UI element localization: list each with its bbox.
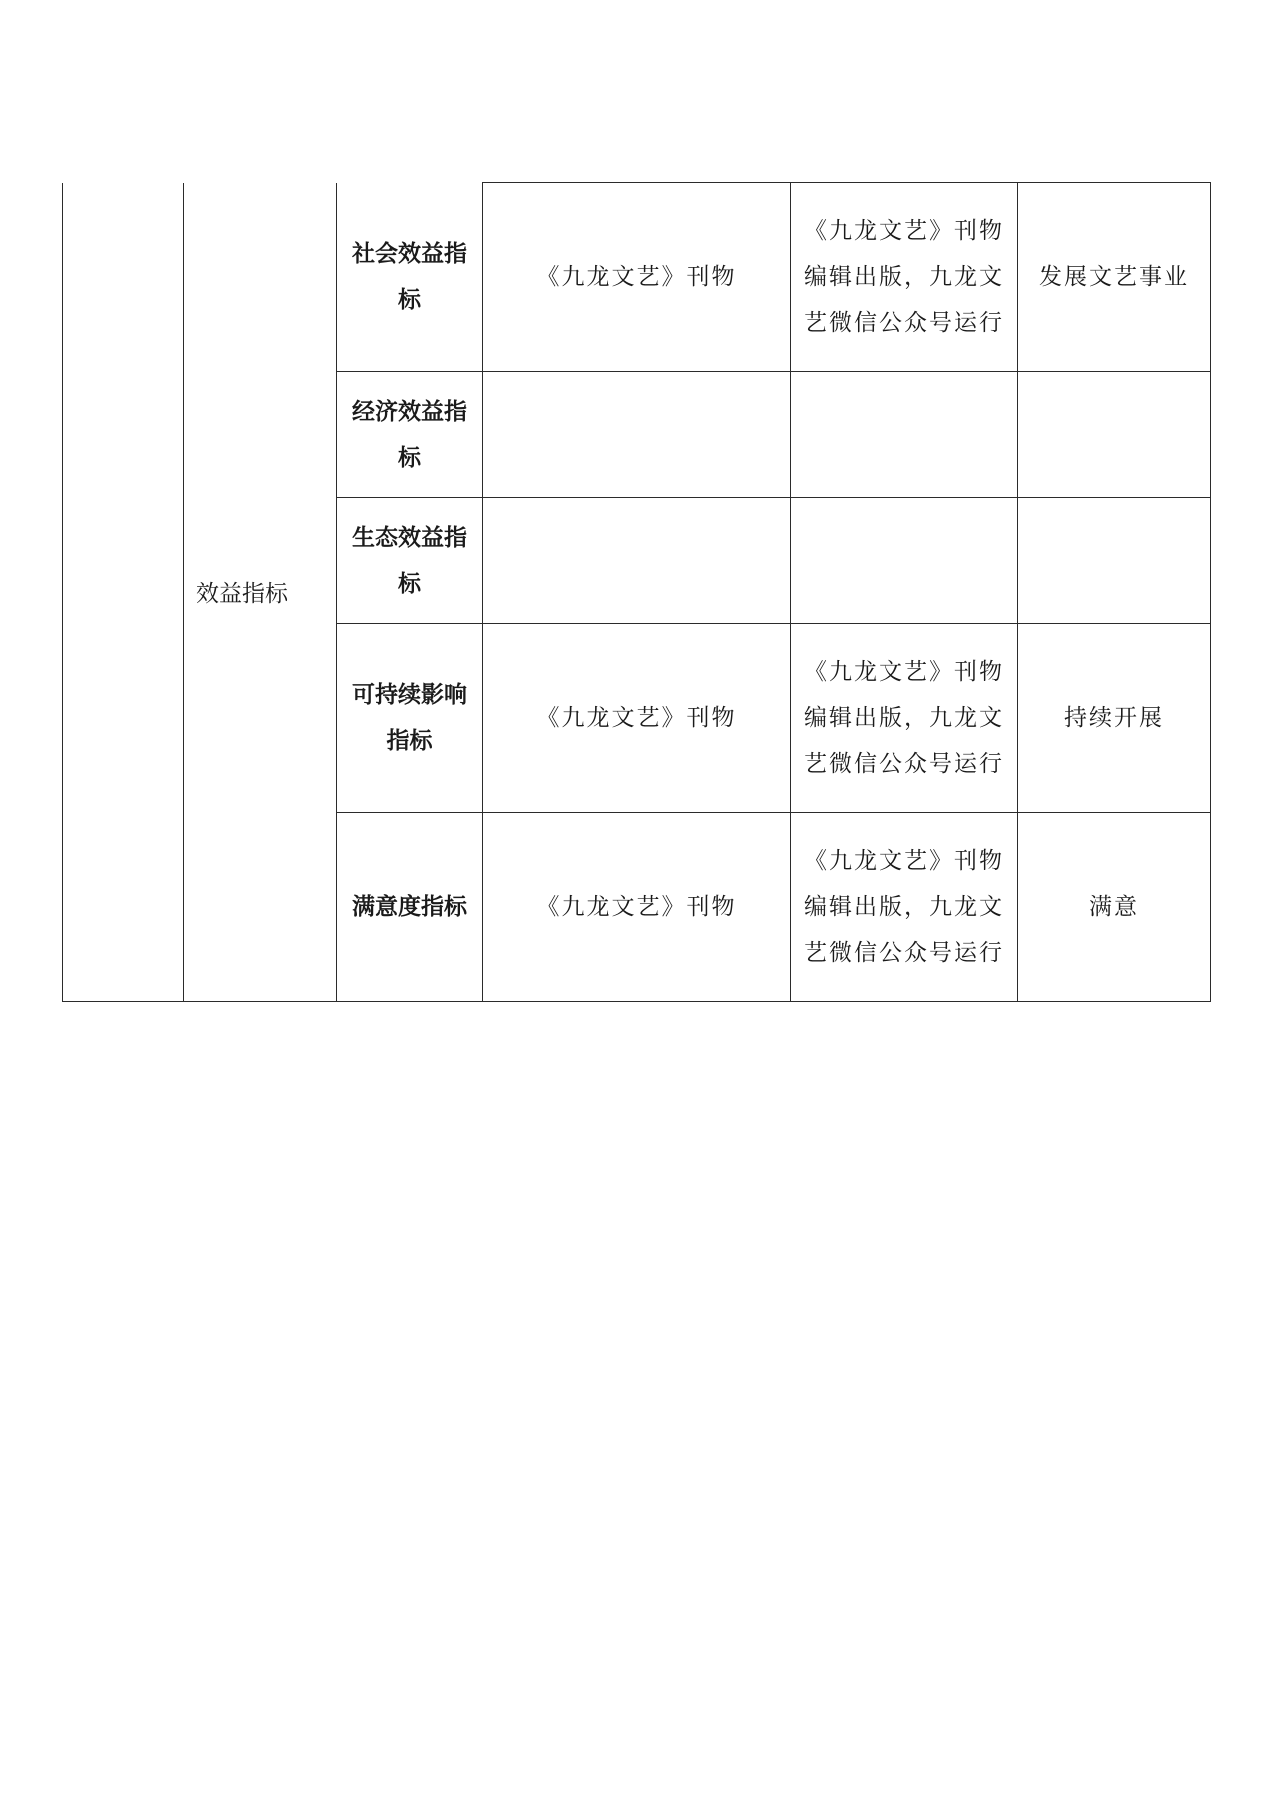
content-cell: 《九龙文艺》刊物编辑出版，九龙文艺微信公众号运行 [791,813,1018,1002]
target-cell [1018,372,1211,498]
target-cell [1018,498,1211,624]
category-cell: 满意度指标 [337,813,483,1002]
category-cell: 生态效益指标 [337,498,483,624]
category-cell: 经济效益指标 [337,372,483,498]
indicator-cell [483,498,791,624]
content-cell: 《九龙文艺》刊物编辑出版，九龙文艺微信公众号运行 [791,624,1018,813]
indicator-cell: 《九龙文艺》刊物 [483,813,791,1002]
target-cell: 持续开展 [1018,624,1211,813]
content-cell [791,372,1018,498]
target-cell: 发展文艺事业 [1018,183,1211,372]
indicator-cell: 《九龙文艺》刊物 [483,183,791,372]
content-cell [791,498,1018,624]
indicator-cell [483,372,791,498]
category-cell: 社会效益指标 [337,183,483,372]
outer-blank-cell [63,183,184,1002]
performance-indicator-table [62,182,1211,1002]
content-cell: 《九龙文艺》刊物编辑出版，九龙文艺微信公众号运行 [791,183,1018,372]
group-label-cell [184,183,337,1002]
indicator-cell: 《九龙文艺》刊物 [483,624,791,813]
target-cell: 满意 [1018,813,1211,1002]
category-cell: 可持续影响指标 [337,624,483,813]
group-label: 效益指标 [196,581,288,608]
table-row-social [63,183,1211,372]
